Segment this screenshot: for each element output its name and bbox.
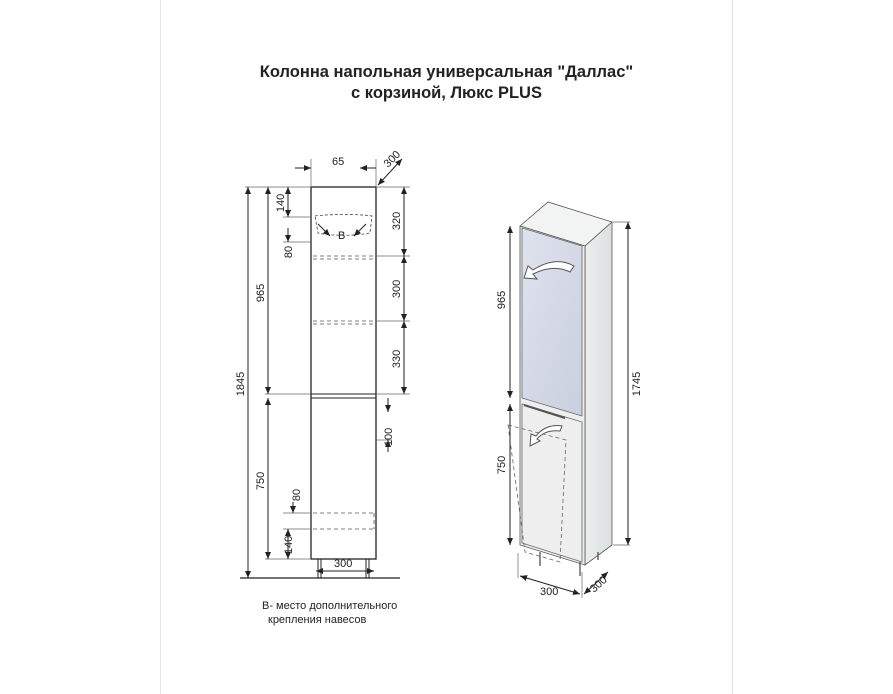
dim-label-80-bottom: 80 — [291, 488, 303, 502]
iso-dim-label-1745: 1745 — [631, 371, 643, 397]
dim-label-320: 320 — [391, 211, 403, 231]
title-line-2: с корзиной, Люкс PLUS — [351, 84, 542, 102]
dim-label-300-bottom: 300 — [334, 558, 353, 570]
dim-label-300-depth: 300 — [381, 148, 404, 171]
dim-label-140-top: 140 — [275, 193, 287, 213]
shelves-hidden — [313, 256, 374, 529]
iso-side-face — [585, 222, 612, 565]
footnote — [262, 599, 397, 627]
front-elevation — [235, 149, 410, 578]
iso-dim-label-965: 965 — [496, 290, 508, 310]
iso-dim-label-750: 750 — [496, 455, 508, 475]
dim-label-140-bottom: 140 — [283, 535, 295, 555]
iso-upper-door — [522, 228, 582, 416]
cabinet-outline — [311, 187, 376, 559]
dim-label-100: 100 — [383, 427, 395, 447]
iso-dim-label-300-depth: 300 — [587, 574, 610, 596]
iso-dim-label-300-width: 300 — [540, 586, 559, 598]
footnote-line-2: крепления навесов — [268, 614, 367, 626]
mount-point-label: B — [338, 230, 346, 242]
dim-label-330: 330 — [391, 349, 403, 369]
isometric-view — [496, 202, 643, 598]
dim-label-965: 965 — [255, 283, 267, 303]
dim-label-300-shelf: 300 — [391, 279, 403, 299]
title-line-1: Колонна напольная универсальная "Даллас" — [259, 63, 634, 81]
dim-label-750: 750 — [255, 471, 267, 491]
dim-label-65: 65 — [332, 156, 345, 168]
footnote-line-1: В- место дополнительного — [262, 600, 398, 612]
dim-label-1845: 1845 — [235, 371, 247, 397]
dim-label-80-top: 80 — [283, 245, 295, 259]
